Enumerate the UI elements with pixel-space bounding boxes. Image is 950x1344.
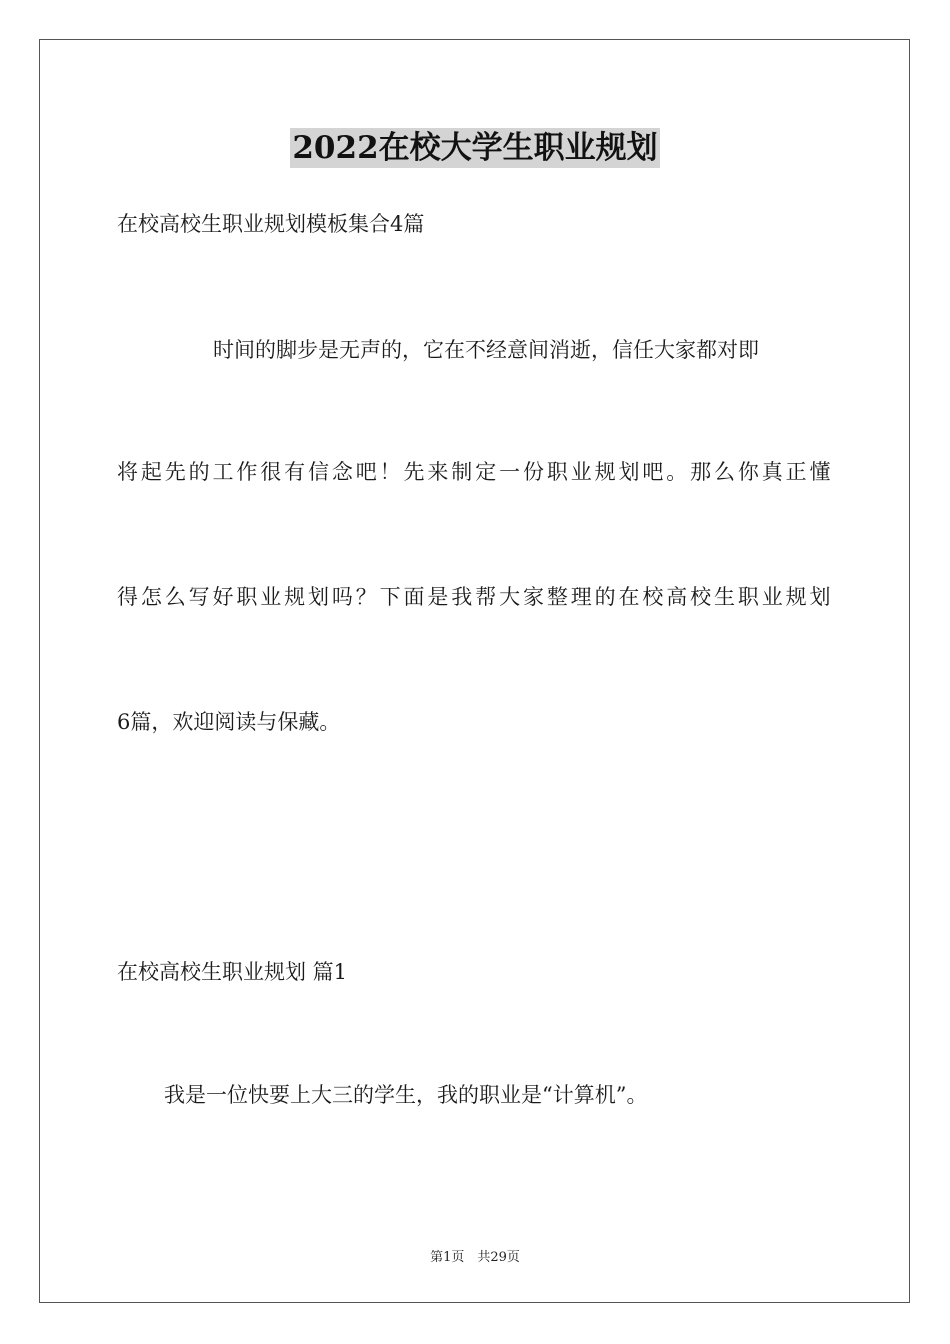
intro-line-4: 6篇，欢迎阅读与保藏。 [117,710,341,734]
title-container [0,128,950,168]
document-title: 2022在校大学生职业规划 [292,130,658,166]
intro-line-1: 时间的脚步是无声的，它在不经意间消逝，信任大家都对即 [213,338,759,362]
page-footer: 第1页 共29页 [430,1250,520,1265]
intro-line-3: 得怎么写好职业规划吗？下面是我帮大家整理的在校高校生职业规划 [117,585,831,609]
section-paragraph: 我是一位快要上大三的学生，我的职业是“计算机”。 [164,1083,648,1107]
document-subtitle: 在校高校生职业规划模板集合4篇 [117,212,425,236]
section-heading: 在校高校生职业规划 篇1 [117,960,348,984]
intro-line-2: 将起先的工作很有信念吧！先来制定一份职业规划吧。那么你真正懂 [117,460,831,484]
